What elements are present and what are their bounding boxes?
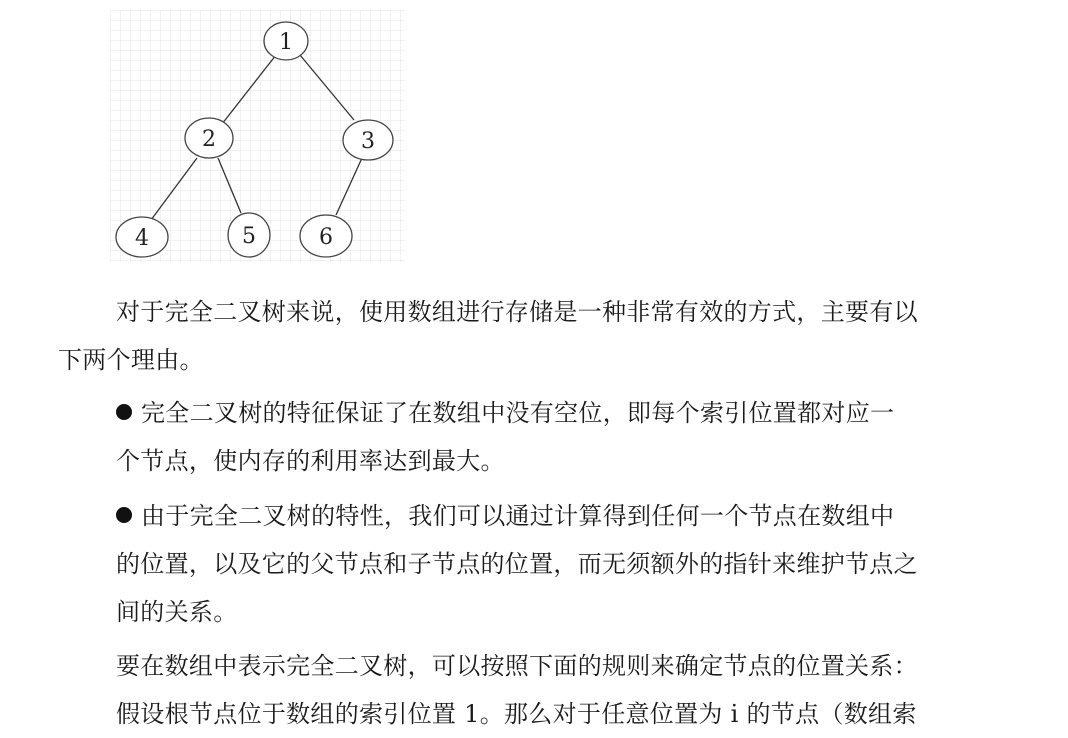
bullet-1-text: 完全二叉树的特征保证了在数组中没有空位，即每个索引位置都对应一 bbox=[141, 399, 895, 427]
bullet-2-line-3: 间的关系。 bbox=[116, 598, 238, 626]
tree-node-3 bbox=[343, 120, 393, 160]
rule-line-1: 要在数组中表示完全二叉树，可以按照下面的规则来确定节点的位置关系： bbox=[116, 652, 918, 680]
bullet-2-line-2: 的位置，以及它的父节点和子节点的位置，而无须额外的指针来维护节点之 bbox=[116, 550, 918, 578]
bullet-1-line-2: 个节点，使内存的利用率达到最大。 bbox=[116, 447, 505, 475]
tree-node-2 bbox=[185, 118, 233, 158]
paragraph-line-1: 对于完全二叉树来说，使用数组进行存储是一种非常有效的方式，主要有以 bbox=[116, 298, 918, 326]
bullet-dot-icon bbox=[116, 507, 132, 523]
tree-node-1 bbox=[264, 22, 308, 60]
rule-line-2: 假设根节点位于数组的索引位置 1。那么对于任意位置为 i 的节点（数组索 bbox=[116, 700, 917, 728]
bullet-1-line-1 bbox=[116, 389, 894, 437]
node-label-4: 4 bbox=[135, 226, 149, 251]
bullet-2-line-1 bbox=[116, 492, 894, 540]
bullet-2-text: 由于完全二叉树的特性，我们可以通过计算得到任何一个节点在数组中 bbox=[141, 502, 895, 530]
node-label-3: 3 bbox=[361, 129, 375, 154]
node-label-5: 5 bbox=[242, 224, 256, 249]
bullet-dot-icon bbox=[116, 404, 132, 420]
tree-node-5 bbox=[228, 213, 270, 257]
tree-node-6 bbox=[300, 215, 352, 257]
binary-tree-diagram bbox=[110, 10, 405, 262]
paragraph-line-2: 下两个理由。 bbox=[58, 346, 204, 374]
tree-node-4 bbox=[116, 217, 168, 257]
node-label-1: 1 bbox=[279, 30, 293, 55]
node-label-2: 2 bbox=[202, 127, 216, 152]
node-label-6: 6 bbox=[319, 225, 333, 250]
binary-tree-figure bbox=[110, 10, 405, 262]
